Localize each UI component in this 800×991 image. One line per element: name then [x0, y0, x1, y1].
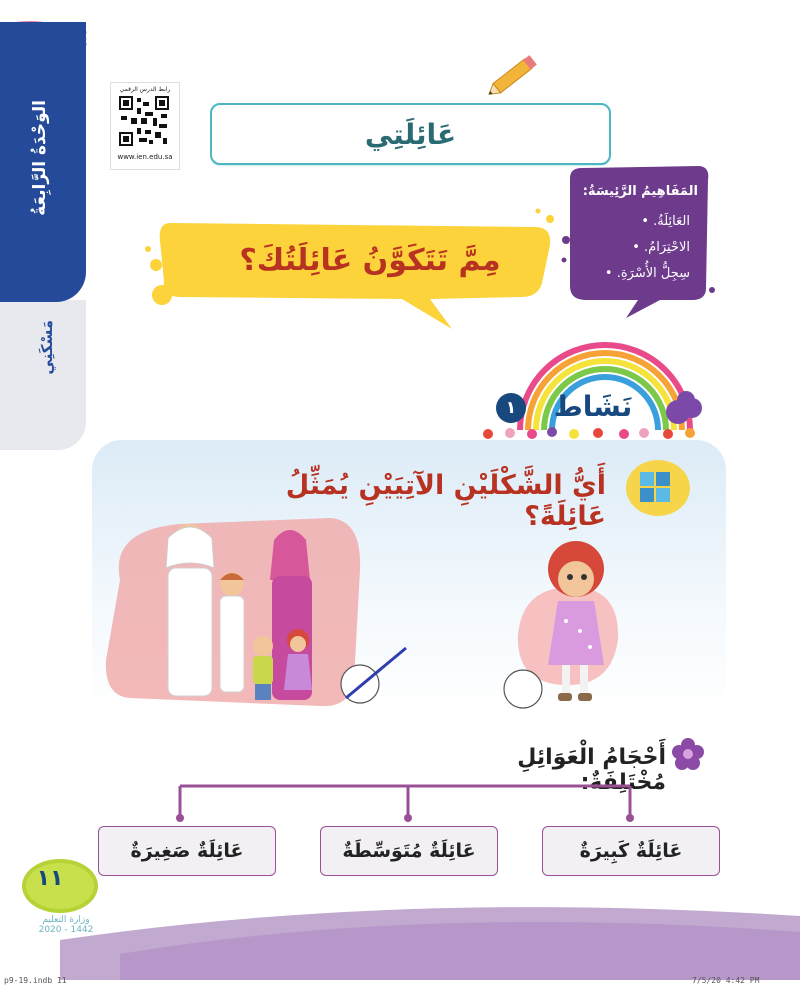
lesson-title-box [210, 103, 611, 165]
family-sizes-title: أَحْجَامُ الْعَوَائِلِ مُخْتَلِفَةٌ: [517, 745, 666, 795]
lesson-title: عَائِلَتِي [364, 117, 457, 151]
flower-bullet-icon [670, 736, 706, 772]
size-box-medium: عَائِلَةٌ مُتَوَسِّطَةٌ [320, 826, 498, 876]
qr-url: www.ien.edu.sa [117, 153, 173, 161]
qr-card[interactable] [110, 82, 180, 170]
print-slug-file: p9-19.indb 11 [4, 976, 67, 985]
qr-code-icon[interactable] [119, 96, 169, 146]
size-box-small: عَائِلَةٌ صَغِيرَةٌ [98, 826, 276, 876]
page-number: ١١ [36, 866, 64, 891]
unit-label: الوَحْدَةُ الرَّابِعَةُ [30, 100, 50, 216]
print-slug-date: 7/5/20 4:42 PM [692, 976, 760, 985]
activity-number-badge: ١ [496, 393, 526, 423]
size-box-large: عَائِلَةٌ كَبِيرَةٌ [542, 826, 720, 876]
concept-item: العَائِلَةُ. • [641, 214, 690, 229]
qr-caption: رابط الدرس الرقمي [119, 86, 171, 93]
answer-circle-single[interactable] [498, 664, 548, 714]
ministry-name: وزارة التعليم [42, 915, 90, 925]
lesson-question: مِمَّ تَتَكَوَّنُ عَائِلَتُكَ؟ [239, 242, 501, 278]
concept-item: الاحْتِرَامُ. • [632, 240, 690, 255]
puzzle-icon [618, 456, 708, 526]
activity-label: نَشَاط [553, 390, 633, 423]
activity-question: أَيُّ الشَّكْلَيْنِ الآتِيَيْنِ يُمَثِّلُ عَائِلَةً؟ [285, 470, 606, 532]
key-concepts-title: المَفَاهِيمُ الرَّئِيسَةُ: [582, 184, 698, 199]
topic-label: مَسْكَنِي [38, 320, 56, 375]
pencil-icon [480, 44, 550, 104]
sizes-connector [170, 780, 640, 830]
sidebar [0, 0, 86, 448]
concept-item: سِجِلُّ الأُسْرَةِ. • [604, 266, 690, 281]
answer-circle-family[interactable] [336, 642, 412, 704]
edition-year: 2020 - 1442 [38, 925, 94, 935]
key-concepts [566, 170, 708, 312]
family-illustration [100, 510, 370, 715]
header-swoosh [0, 0, 800, 80]
ministry-logo [20, 915, 112, 935]
footer-swoosh [0, 880, 800, 980]
